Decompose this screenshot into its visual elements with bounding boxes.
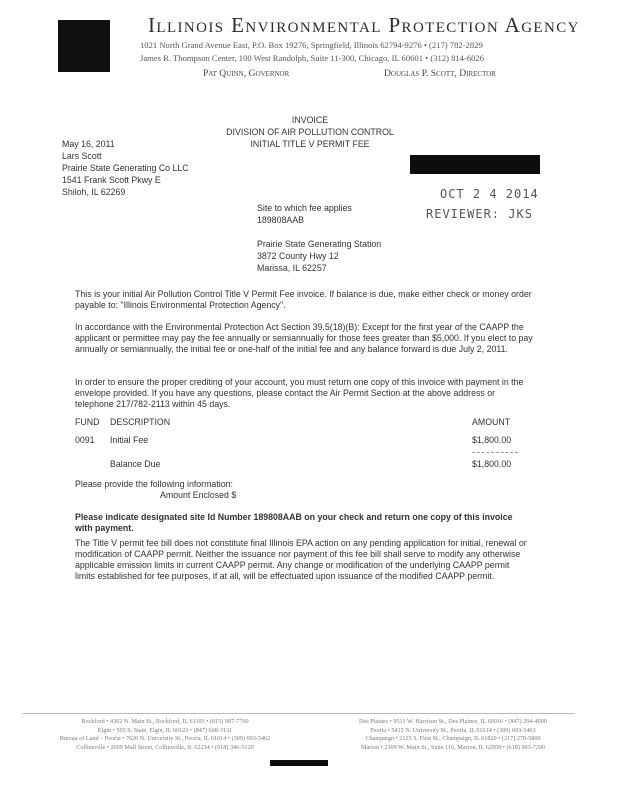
paragraph-section: In accordance with the Environmental Protection Act Section 39.5(18)(B): Except for the first year of the CAAPP the applicant or permittee may pay the fee annually or semiannually for those fees greater than $5,000. If you elect to pay annually or semiannually, the initial fee or one-half of the initial fee and any balance forward is due July 2, 2011.	[75, 322, 533, 354]
site-label: Site to which fee applies	[257, 203, 352, 213]
reviewer-stamp: REVIEWER: JKS	[426, 207, 533, 221]
footer-right-line: Champaign • 2125 S. First St., Champaign, IL 61820 • (217) 278-5800	[365, 735, 541, 743]
amount-header: AMOUNT	[472, 417, 511, 427]
footer-right-line: Peoria • 5415 N. University St., Peoria, IL 61614 • (309) 693-5463	[370, 726, 536, 734]
fee-description: Initial Fee	[110, 435, 149, 445]
footer-left	[30, 718, 300, 752]
recipient-city: Shiloh, IL 62269	[62, 187, 126, 197]
footer-left-line: Rockford • 4302 N. Main St., Rockford, IL 61103 • (815) 987-7760	[81, 718, 249, 725]
balance-amount: $1,800.00	[472, 459, 512, 469]
paragraph-payable: This is your initial Air Pollution Control Title V Permit Fee invoice. If balance is due, make either check or money order payable to: "Illinois Environmental Protection Agency".	[75, 289, 532, 310]
agency-address-line2: James R. Thompson Center, 100 West Randolph, Suite 11-300, Chicago, IL 60601 • (312) 814-6026	[140, 53, 485, 63]
footer-left-line: Elgin • 595 S. State, Elgin, IL 60123 • (847) 608-3131	[97, 726, 233, 734]
balance-label: Balance Due	[110, 459, 161, 469]
governor: Pat Quinn, Governor	[203, 68, 290, 79]
amount-divider	[472, 452, 518, 453]
redaction-bar	[410, 155, 540, 174]
recipient-name: Lars Scott	[62, 151, 102, 161]
footer-rule	[22, 713, 575, 714]
division-title: DIVISION OF AIR POLLUTION CONTROL	[226, 127, 394, 137]
director: Douglas P. Scott, Director	[384, 68, 496, 79]
fund-number: 0091	[75, 435, 95, 445]
closing-paragraph: The Title V permit fee bill does not constitute final Illinois EPA action on any pending application for initial, renewal or modification of CAAPP permit. Neither the issuance nor payment of this fee bill shall serve to modify any otherwise applicable emission limits in current CAAPP permit. Any change or modification of the underlying CAAPP permit limits established for fee purposes, if at all, will be effectuated upon issuance of the modified CAAPP permit.	[75, 538, 527, 581]
fee-amount: $1,800.00	[472, 435, 512, 445]
site-name: Prairie State Generating Station	[257, 239, 382, 249]
footer-left-line: Collinsville • 2009 Mall Street, Collinsville, IL 62234 • (618) 346-5120	[76, 743, 254, 751]
fund-header: FUND	[75, 417, 100, 427]
agency-name: Illinois Environmental Protection Agency	[148, 13, 580, 37]
recipient-street: 1541 Frank Scott Pkwy E	[62, 175, 161, 185]
footer-redaction	[270, 760, 328, 766]
invoice-date: May 16, 2011	[62, 139, 115, 149]
footer-right-line: Marion • 2309 W. Main St., Suite 116, Marion, IL 62959 • (618) 993-7200	[360, 743, 546, 751]
site-city: Marissa, IL 62257	[257, 263, 327, 273]
footer-right-line: Des Plaines • 9511 W. Harrison St., Des Plaines, IL 60016 • (847) 294-4000	[359, 718, 547, 725]
fee-title: INITIAL TITLE V PERMIT FEE	[250, 139, 370, 149]
footer-right	[318, 718, 588, 752]
site-id-notice: Please indicate designated site Id Number 189808AAB on your check and return one copy of this invoice with payment.	[75, 512, 513, 533]
invoice-title: INVOICE	[291, 115, 329, 125]
enclosed-instruction: Please provide the following information:	[75, 479, 233, 489]
site-id: 189808AAB	[257, 215, 304, 225]
received-stamp: OCT 2 4 2014	[440, 187, 539, 201]
amount-enclosed-label: Amount Enclosed $	[160, 490, 237, 500]
paragraph-crediting: In order to ensure the proper crediting of your account, you must return one copy of this invoice with payment in the envelope provided. If you have any questions, please contact the Air Permit Section at the above address or telephone 217/782-2113 within 45 days.	[75, 377, 524, 409]
agency-address-line1: 1021 North Grand Avenue East, P.O. Box 19276, Springfield, Illinois 62794-9276 • (217) 782-2829	[140, 40, 483, 50]
description-header: DESCRIPTION	[110, 417, 171, 427]
footer-left-line: Bureau of Land – Peoria • 7620 N. University St., Peoria, IL 61614 • (309) 693-5462	[59, 735, 271, 743]
recipient-company: Prairie State Generating Co LLC	[62, 163, 189, 173]
site-street: 3872 County Hwy 12	[257, 251, 339, 261]
logo-redaction	[58, 20, 110, 72]
